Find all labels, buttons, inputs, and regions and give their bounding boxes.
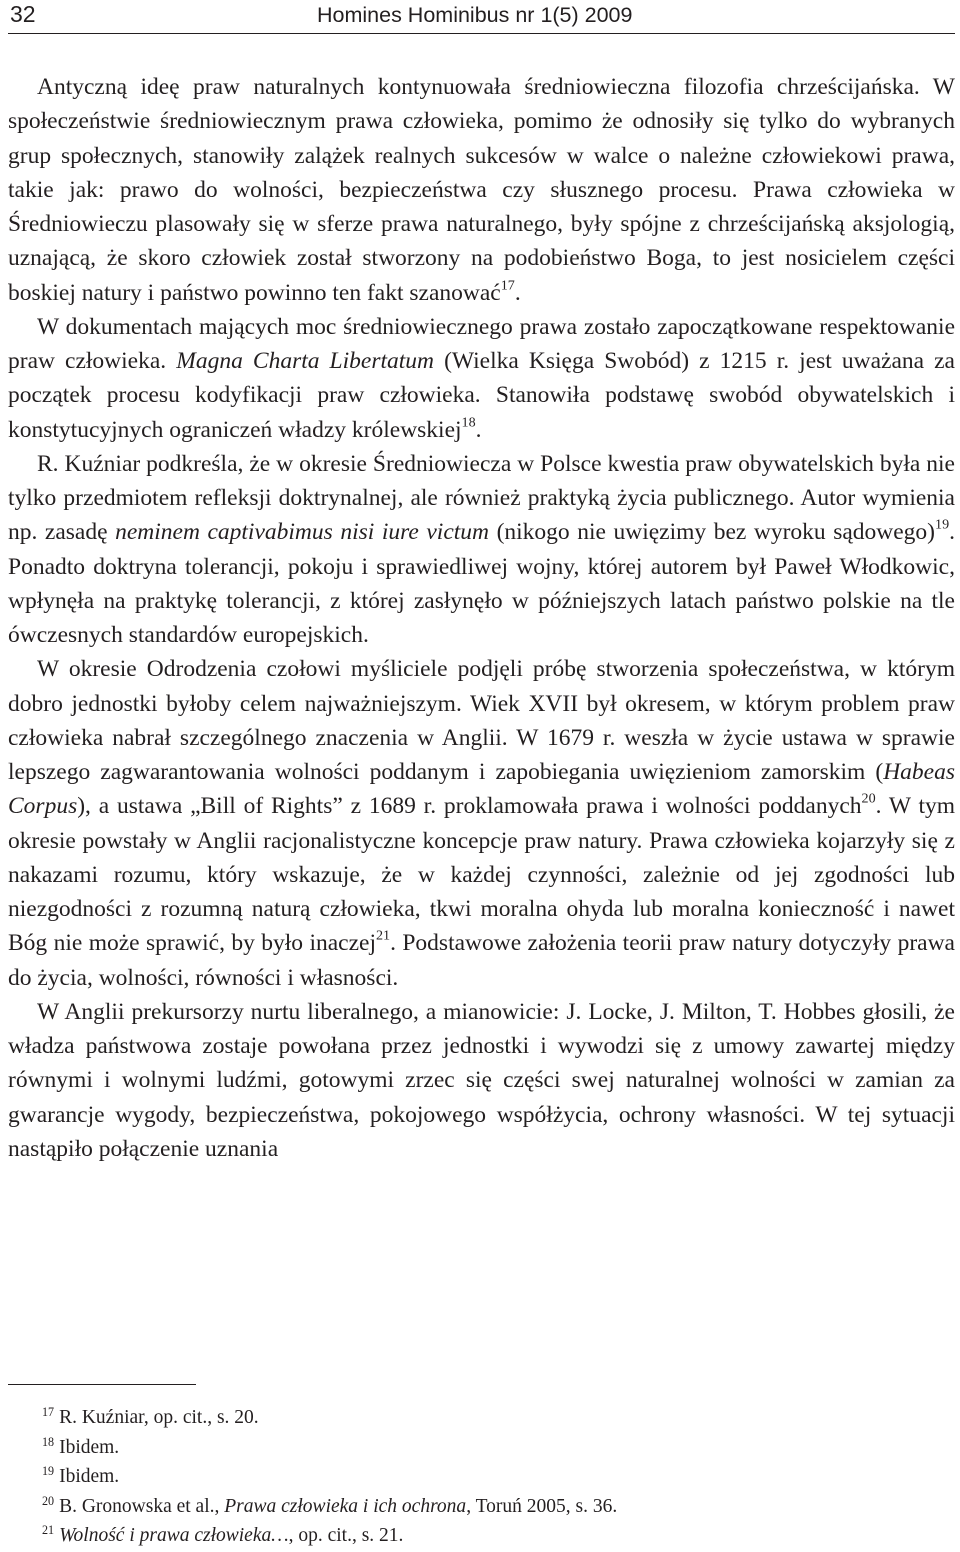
- paragraph-3-end: . Ponadto doktryna tolerancji, pokoju i sprawiedliwej wojny, której autorem był Paweł Włodkowic, wpłynęła na praktykę tolerancji, z której zasłynęło w późniejszych latach państwo polskie na tle ówczesnych standardów europejskich.: [8, 519, 955, 648]
- latin-phrase: neminem captivabimus nisi iure victum: [115, 519, 490, 546]
- footnote-text: R. Kuźniar, op. cit., s. 20.: [59, 1407, 259, 1428]
- footnote-17: [8, 1404, 955, 1434]
- footnote-ref-19[interactable]: 19: [935, 516, 950, 533]
- footnote-ref-21[interactable]: 21: [375, 927, 391, 944]
- footnote-number: 19: [42, 1464, 55, 1479]
- paragraph-4: [8, 652, 955, 995]
- paragraph-4-text-cont-2: . W tym okresie powstały w Anglii racjonalistyczne koncepcje praw natury. Prawa człowieka kojarzyły się z nakazami rozumu, który wskazuje, że w każdej czynności, zależnie od jej zgodności lub niezgodności z rozumną naturą człowieka, tkwi moralna ohyda lub moralna konieczność i nawet Bóg nie może sprawić, by było inaczej: [8, 793, 956, 957]
- journal-title: Homines Hominibus nr 1(5) 2009: [317, 3, 633, 27]
- paragraph-2-end: .: [475, 416, 482, 443]
- running-header: [8, 0, 955, 34]
- paragraph-3: [8, 447, 955, 653]
- magna-charta-title: Magna Charta Libertatum: [176, 348, 435, 374]
- habeas-corpus-title: Habeas Corpus: [8, 759, 955, 820]
- footnote-number: 21: [42, 1523, 55, 1538]
- footnote-number: 18: [42, 1434, 55, 1449]
- footnote-21: [8, 1522, 955, 1552]
- page-number: 32: [10, 1, 36, 27]
- paragraph-2: [8, 310, 955, 447]
- footnote-text: Ibidem.: [59, 1436, 120, 1458]
- footnote-book-title: Wolność i prawa człowieka…: [59, 1525, 289, 1546]
- footnote-text: Ibidem.: [59, 1466, 120, 1487]
- footnote-19: [8, 1463, 955, 1493]
- paragraph-1: [8, 70, 955, 310]
- footnote-book-title: Prawa człowieka i ich ochrona: [224, 1495, 467, 1517]
- article-body: [8, 70, 955, 1166]
- paragraph-4-text-cont: ), a ustawa „Bill of Rights” z 1689 r. proklamowała prawa i wolności poddanych: [77, 793, 862, 820]
- footnote-text-end: , Toruń 2005, s. 36.: [466, 1495, 618, 1517]
- paragraph-4-end: . Podstawowe założenia teorii praw natury dotyczyły prawa do życia, wolności, równości i własności.: [8, 930, 955, 991]
- footnote-text: B. Gronowska et al.,: [59, 1495, 225, 1517]
- footnote-separator: [8, 1384, 196, 1385]
- paragraph-1-text: Antyczną ideę praw naturalnych kontynuowała średniowieczna filozofia chrześcijańska. W społeczeństwie średniowiecznym prawa człowieka, pomimo że odnosiły się tylko do wybranych grup społecznych, stanowiły zalążek realnych sukcesów w walce o należne człowiekowi prawa, takie jak: prawo do wolności, bezpieczeństwa czy słusznego procesu. Prawa człowieka w Średniowieczu plasowały się w sferze prawa naturalnego, były spójne z chrześcijańską aksjologią, uznającą, że skoro człowiek został stworzony na podobieństwo Boga, to jest nosicielem części boskiej natury i państwo powinno ten fakt szanować: [8, 74, 955, 306]
- footnote-18: [8, 1434, 955, 1464]
- paragraph-3-text-cont: (nikogo nie uwięzimy bez wyroku sądowego): [489, 519, 936, 546]
- footnote-20: [8, 1493, 955, 1523]
- footnote-number: 17: [42, 1405, 55, 1420]
- footnote-ref-20[interactable]: 20: [861, 790, 876, 807]
- paragraph-2-text-cont: (Wielka Księga Swobód) z 1215 r. jest uważana za początek procesu kodyfikacji praw człowieka. Stanowiła podstawę swobód obywatelskich i konstytucyjnych ograniczeń władzy królewskiej: [8, 348, 955, 443]
- footnote-number: 20: [42, 1493, 55, 1508]
- footnote-ref-17[interactable]: 17: [500, 276, 515, 293]
- paragraph-1-end: .: [514, 279, 521, 306]
- footnote-text-end: , op. cit., s. 21.: [288, 1525, 404, 1546]
- paragraph-3-text: R. Kuźniar podkreśla, że w okresie Średniowiecza w Polsce kwestia praw obywatelskich była nie tylko przedmiotem refleksji doktrynalnej, ale również praktyką życia publicznego. Autor wymienia np. zasadę: [8, 450, 955, 546]
- footnotes: [8, 1404, 955, 1552]
- paragraph-5: [8, 995, 955, 1166]
- paragraph-5-text: W Anglii prekursorzy nurtu liberalnego, a mianowicie: J. Locke, J. Milton, T. Hobbes głosili, że władza państwowa zostaje powołana przez jednostki i wywodzi się z umowy zawartej między równymi i wolnymi ludźmi, gotowymi zrzec się części swej naturalnej wolności w zamian za gwarancje wygody, bezpieczeństwa, pokojowego współżycia, ochrony własności. W tej sytuacji nastąpiło połączenie uznania: [8, 998, 955, 1162]
- footnote-ref-18[interactable]: 18: [461, 413, 476, 430]
- paragraph-2-text: W dokumentach mających moc średniowiecznego prawa zostało zapoczątkowane respektowanie praw człowieka.: [8, 313, 955, 374]
- paragraph-4-text: W okresie Odrodzenia czołowi myśliciele podjęli próbę stworzenia społeczeństwa, w którym dobro jednostki byłoby celem najważniejszym. Wiek XVII był okresem, w którym problem praw człowieka nabrał szczególnego znaczenia w Anglii. W 1679 r. weszła w życie ustawa w sprawie lepszego zagwarantowania wolności poddanym i zapobiegania uwięzieniom zamorskim (: [8, 656, 955, 785]
